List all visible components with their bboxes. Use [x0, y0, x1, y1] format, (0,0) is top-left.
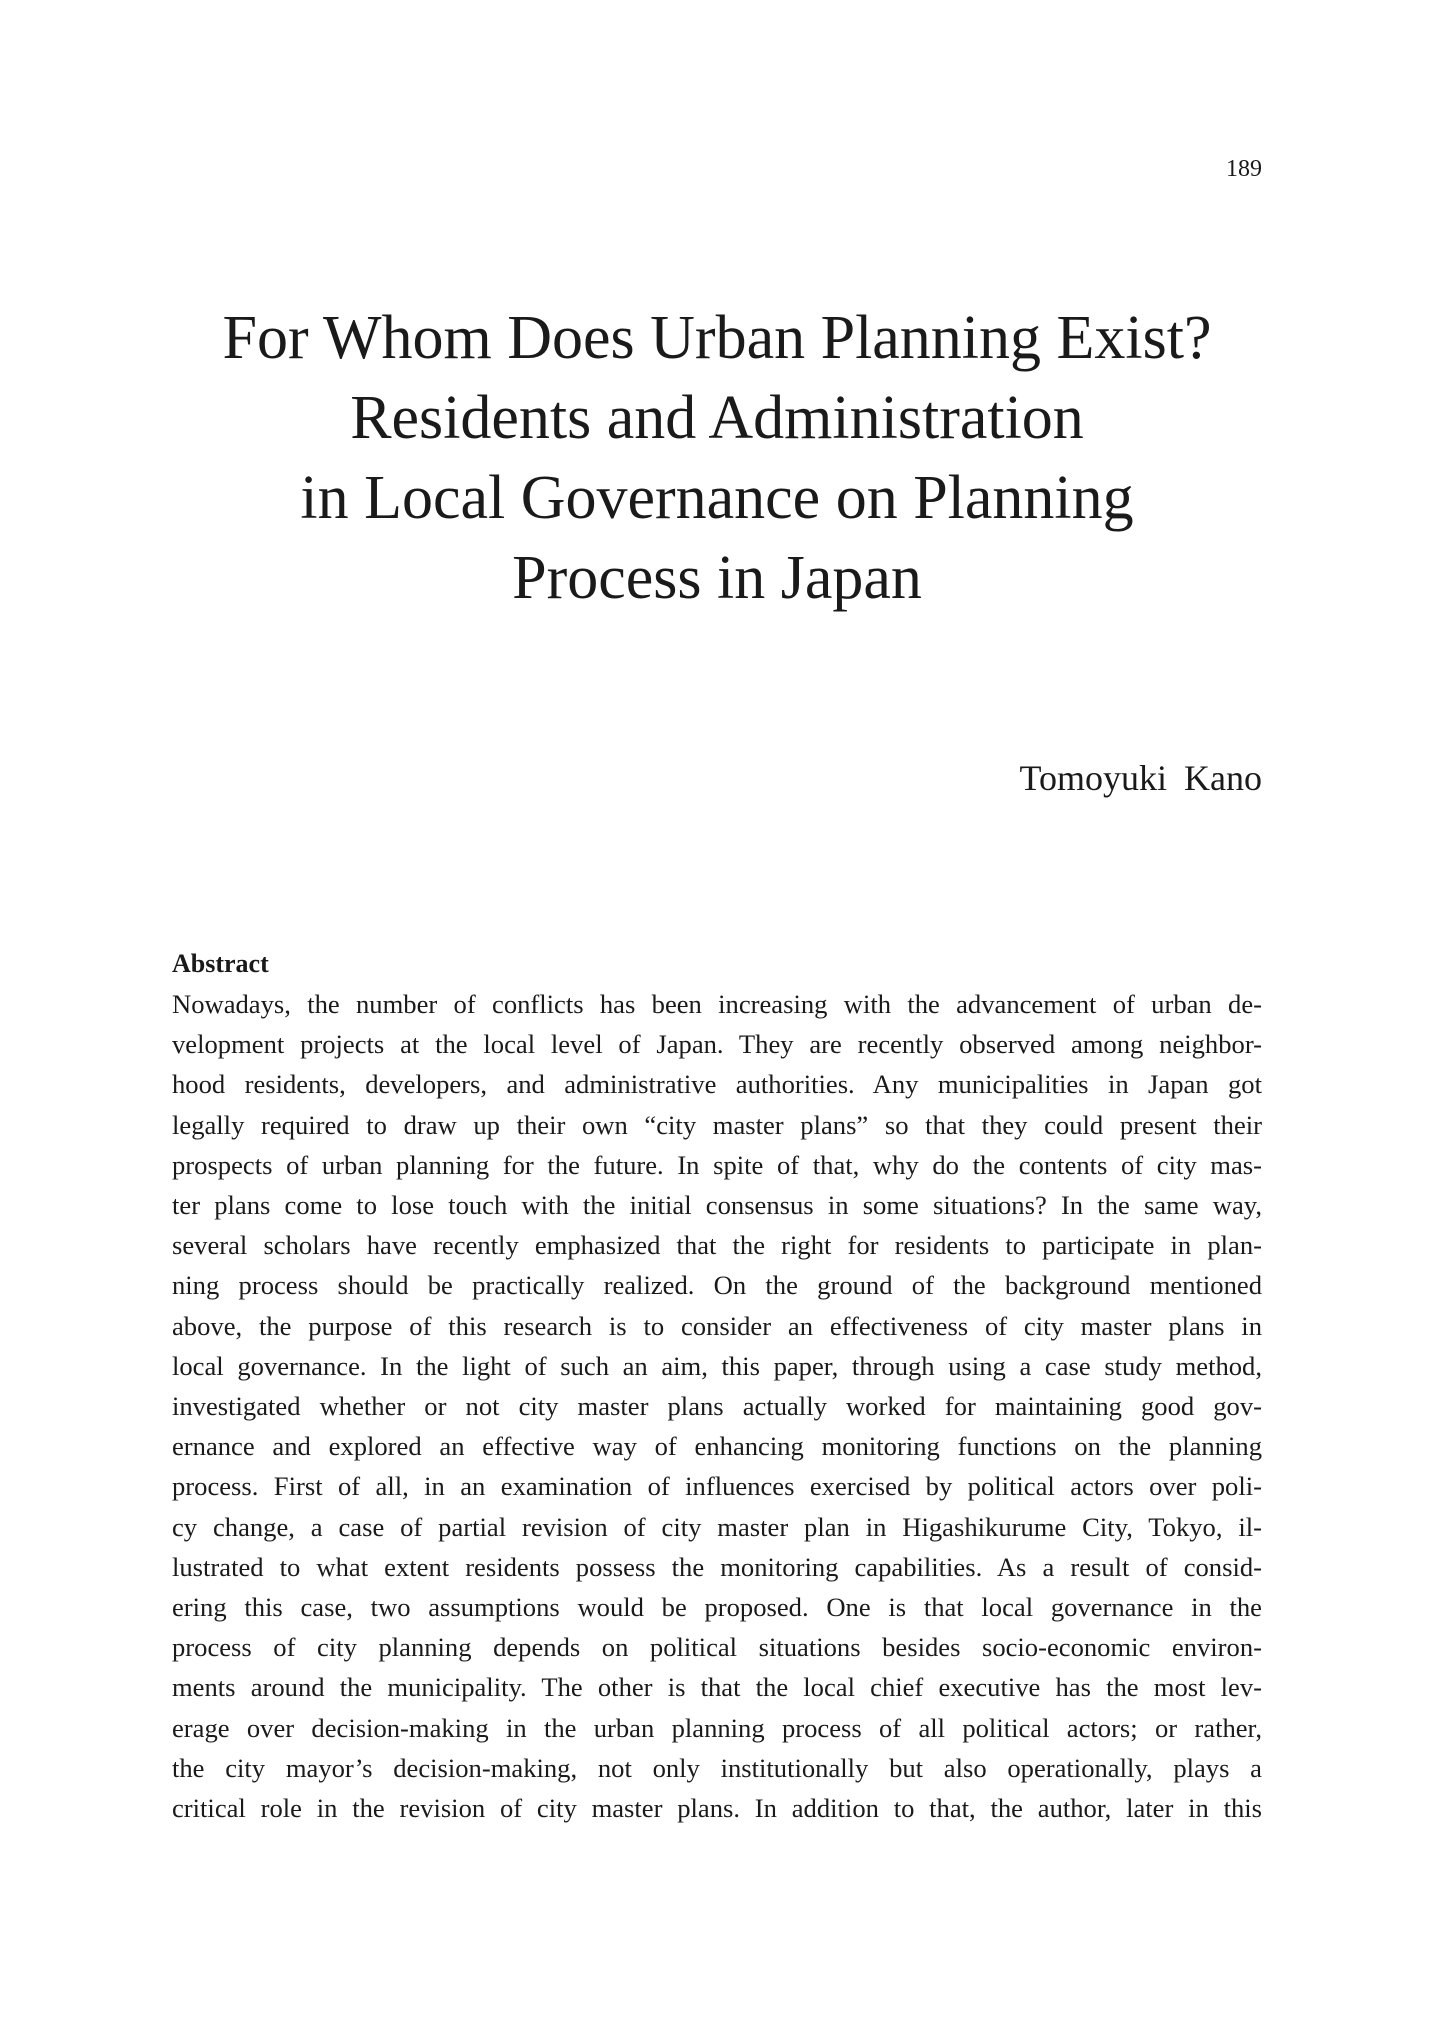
abstract-line: ments around the municipality. The other is that the local chief executive has the most lev-	[172, 1672, 1262, 1703]
abstract-line: ter plans come to lose touch with the initial consensus in some situations? In the same way,	[172, 1190, 1262, 1221]
title-line: Residents and Administration	[350, 384, 1084, 452]
abstract-line: above, the purpose of this research is to consider an effectiveness of city master plans in	[172, 1310, 1262, 1341]
abstract-line: process. First of all, in an examination of influences exercised by political actors over poli-	[172, 1471, 1262, 1502]
abstract-line: ernance and explored an effective way of enhancing monitoring functions on the planning	[172, 1431, 1262, 1462]
abstract-line: hood residents, developers, and administrative authorities. Any municipalities in Japan got	[172, 1069, 1262, 1100]
abstract-line: lustrated to what extent residents possess the monitoring capabilities. As a result of consid-	[172, 1551, 1262, 1582]
abstract-line: ering this case, two assumptions would be proposed. One is that local governance in the	[172, 1592, 1262, 1623]
page-number: 189	[1226, 156, 1262, 182]
abstract-line: process of city planning depends on political situations besides socio-economic environ-	[172, 1632, 1262, 1663]
abstract-line: several scholars have recently emphasized that the right for residents to participate in plan-	[172, 1230, 1262, 1261]
abstract-line: velopment projects at the local level of Japan. They are recently observed among neighbor-	[172, 1029, 1262, 1060]
abstract-line: investigated whether or not city master plans actually worked for maintaining good gov-	[172, 1391, 1262, 1422]
abstract-heading: Abstract	[172, 949, 269, 978]
title-line: in Local Governance on Planning	[300, 464, 1134, 532]
abstract-line: legally required to draw up their own “city master plans” so that they could present their	[172, 1109, 1262, 1140]
abstract-body	[172, 984, 1262, 1828]
title-line: For Whom Does Urban Planning Exist?	[222, 304, 1212, 372]
abstract-line: ning process should be practically realized. On the ground of the background mentioned	[172, 1270, 1262, 1301]
abstract-line: erage over decision-making in the urban planning process of all political actors; or rather,	[172, 1712, 1262, 1743]
abstract-line: Nowadays, the number of conflicts has been increasing with the advancement of urban de-	[172, 989, 1262, 1019]
abstract-line: cy change, a case of partial revision of city master plan in Higashikurume City, Tokyo, il-	[172, 1511, 1262, 1542]
abstract-line: local governance. In the light of such an aim, this paper, through using a case study method,	[172, 1350, 1262, 1381]
paper-title	[120, 298, 1314, 618]
abstract-line: critical role in the revision of city master plans. In addition to that, the author, later in this	[172, 1793, 1262, 1824]
title-line: Process in Japan	[512, 544, 922, 612]
abstract-section	[172, 944, 1262, 1828]
author-name: Tomoyuki Kano	[1019, 758, 1262, 798]
abstract-line: prospects of urban planning for the future. In spite of that, why do the contents of city mas-	[172, 1149, 1262, 1180]
abstract-line: the city mayor’s decision-making, not only institutionally but also operationally, plays a	[172, 1752, 1262, 1783]
